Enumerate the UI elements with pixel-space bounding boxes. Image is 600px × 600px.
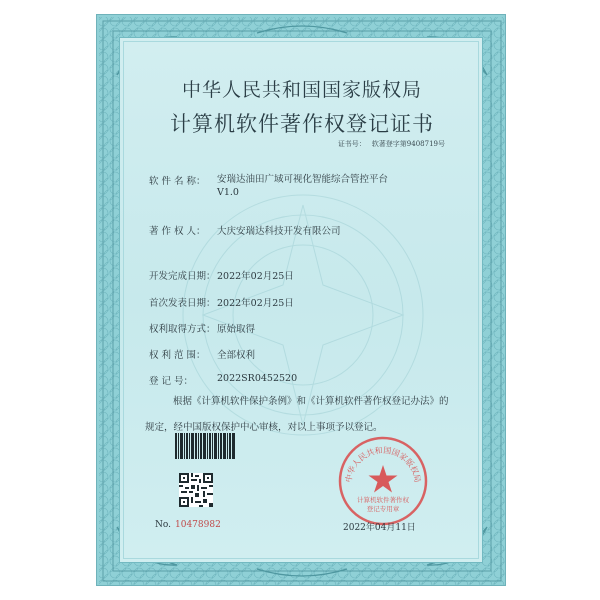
rights-scope-label: 权 利 范 围： — [149, 350, 206, 361]
software-version: V1.0 — [217, 187, 239, 198]
statement-line1: 根据《计算机软件保护条例》和《计算机软件著作权登记办法》的 — [173, 396, 449, 407]
acquisition-method-label: 权利取得方式： — [149, 324, 216, 335]
seal-inner-line1: 计算机软件著作权 — [357, 496, 409, 504]
seal-outer-text: 中华人民共和国国家版权局 — [343, 445, 423, 484]
seal-star-icon — [369, 465, 398, 493]
completion-date-label: 开发完成日期： — [149, 271, 216, 282]
qr-code — [179, 473, 213, 507]
software-name-label: 软 件 名 称： — [149, 176, 206, 187]
certificate-title: 计算机软件著作权登记证书 — [170, 112, 434, 136]
issue-date: 2022年04月11日 — [343, 523, 416, 533]
certificate-number-label: 证书号： — [337, 140, 366, 148]
acquisition-method-value: 原始取得 — [217, 324, 256, 335]
registration-number-value: 2022SR0452520 — [217, 373, 298, 384]
completion-date-value: 2022年02月25日 — [217, 271, 294, 282]
copyright-owner-label: 著 作 权 人： — [149, 226, 206, 237]
copyright-owner-value: 大庆安瑞达科技开发有限公司 — [217, 226, 341, 237]
serial-number — [155, 520, 221, 530]
serial-number-label: No. — [155, 520, 171, 530]
barcode — [175, 433, 235, 459]
rights-scope-value: 全部权利 — [217, 350, 256, 361]
certificate-number — [332, 139, 445, 149]
software-name-value — [217, 173, 388, 199]
publication-date-label: 首次发表日期： — [149, 298, 216, 309]
serial-number-value: 10478982 — [175, 520, 221, 530]
registration-number-label: 登 记 号： — [149, 376, 194, 387]
seal-inner-line2: 登记专用章 — [366, 505, 400, 513]
publication-date-value: 2022年02月25日 — [217, 298, 294, 309]
certificate-number-value: 软著登字第9408719号 — [371, 140, 445, 148]
official-seal — [337, 435, 429, 527]
issuing-authority: 中华人民共和国国家版权局 — [181, 79, 422, 101]
software-name-line1: 安瑞达油田广域可视化智能综合管控平台 — [217, 174, 389, 185]
certificate — [96, 14, 506, 586]
statement-line2: 规定，经中国版权保护中心审核，对以上事项予以登记。 — [145, 422, 383, 433]
